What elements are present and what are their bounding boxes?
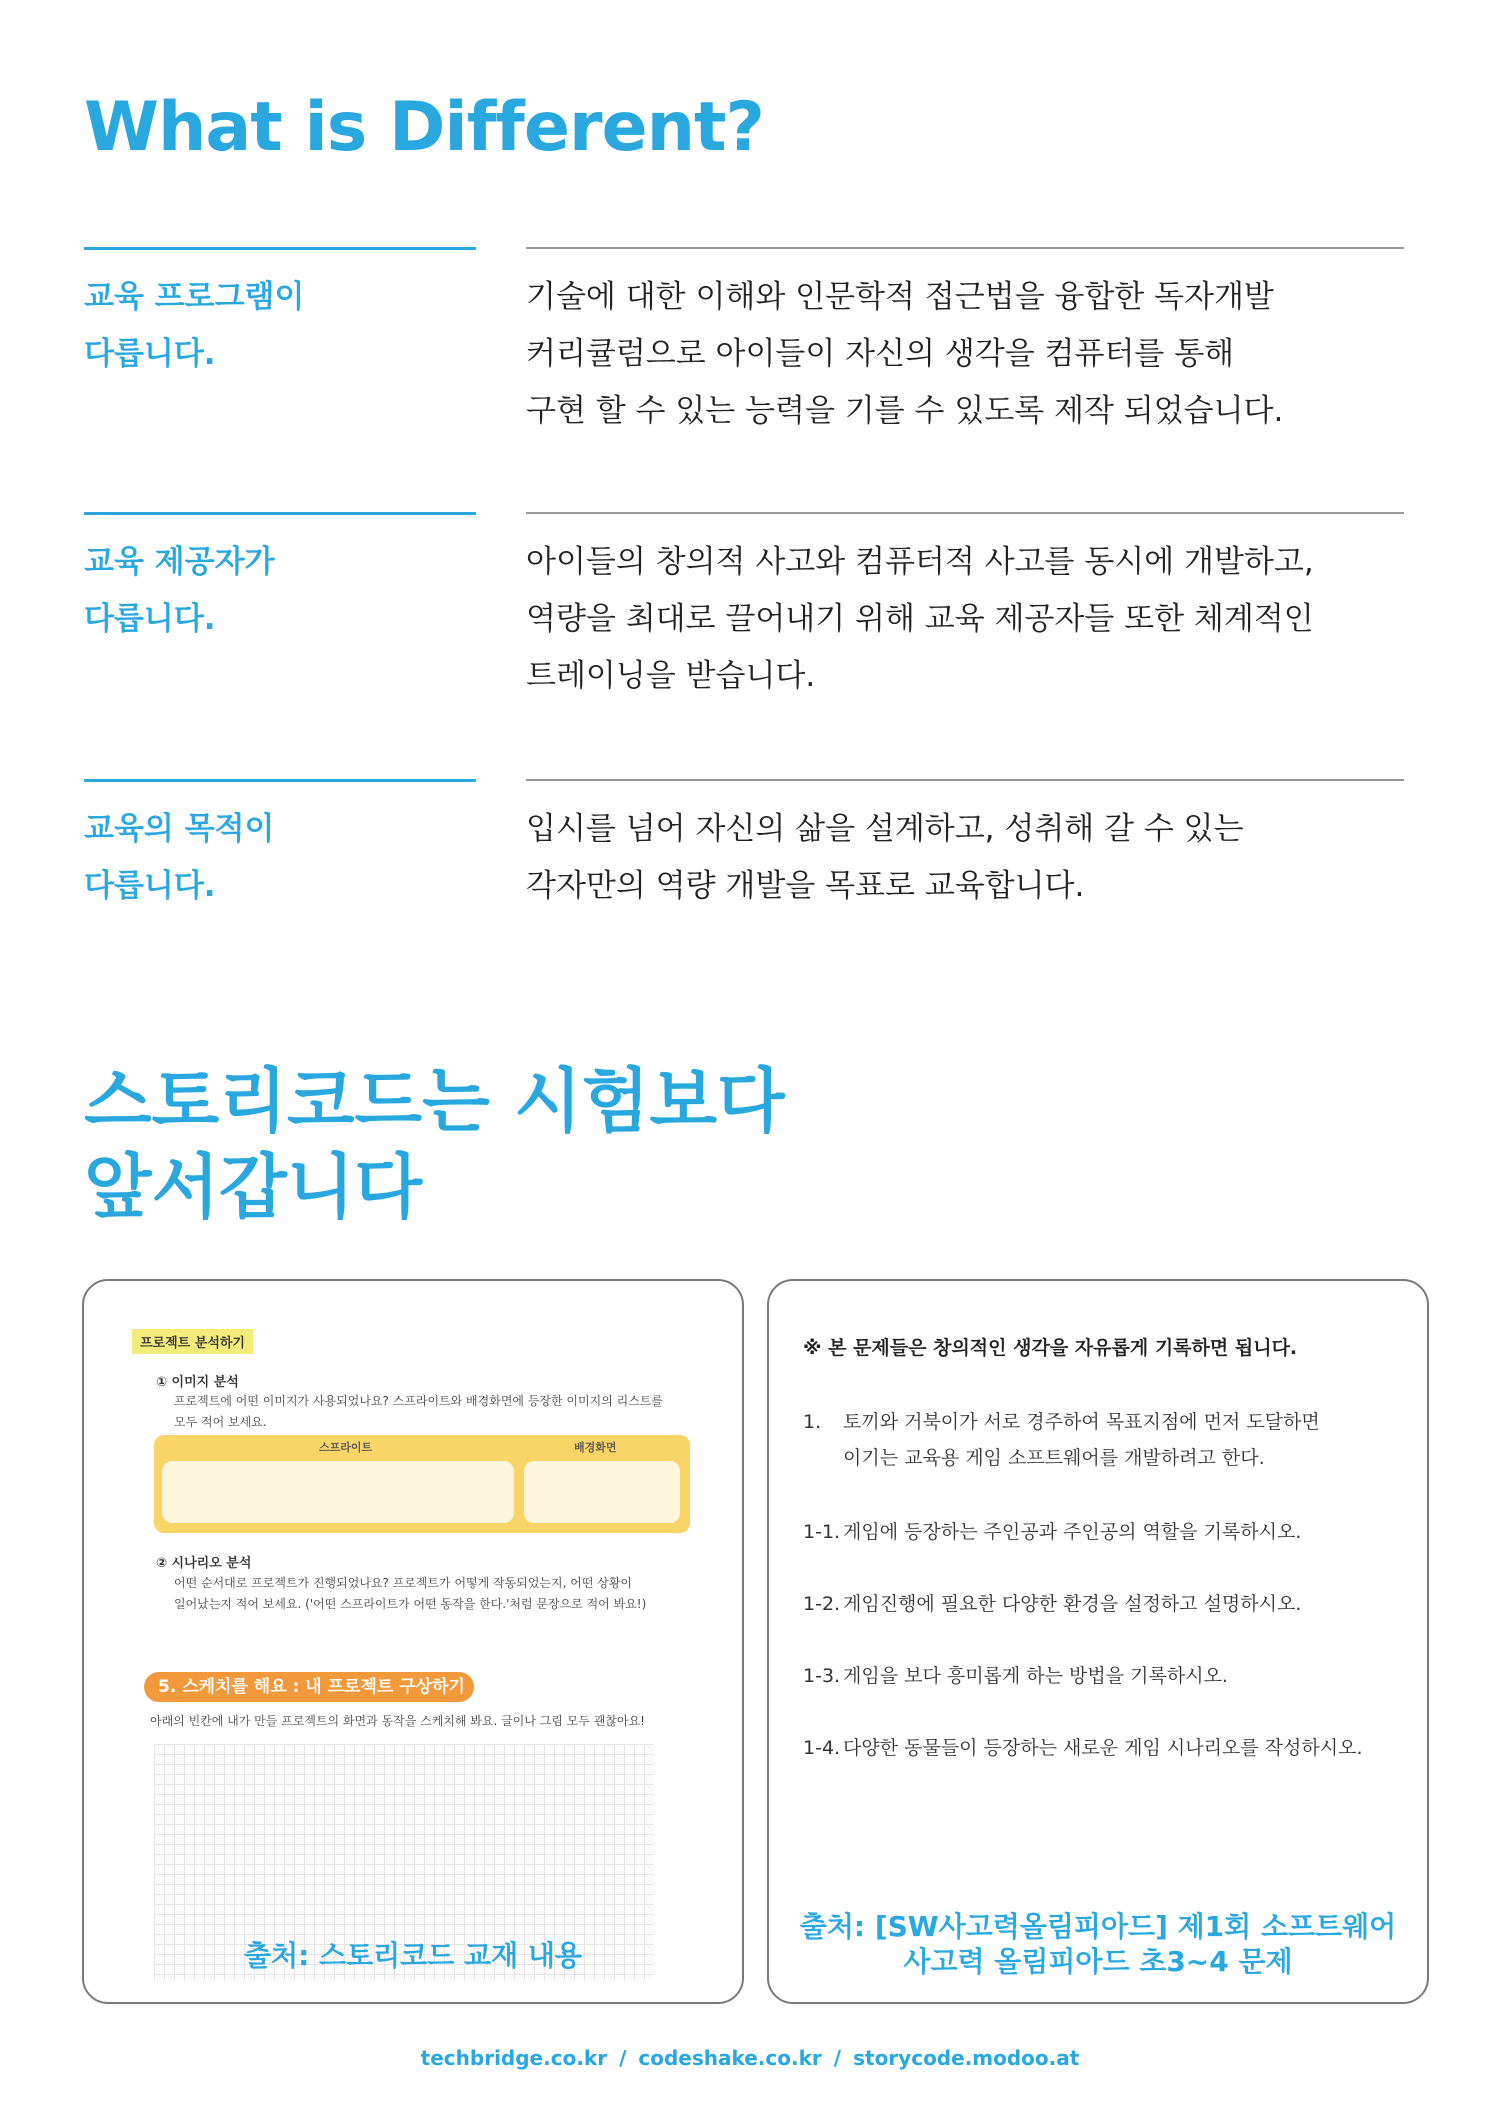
row-heading [84, 801, 484, 915]
question-number: 1. [803, 1411, 822, 1433]
row-description-line: 아이들의 창의적 사고와 컴퓨터적 사고를 동시에 개발하고, [526, 544, 1314, 580]
question-text: 게임에 등장하는 주인공과 주인공의 역할을 기록하시오. [843, 1521, 1302, 1543]
question-text: 게임을 보다 흥미롭게 하는 방법을 기록하시오. [843, 1665, 1228, 1687]
row-heading [84, 269, 484, 383]
footer-separator: / [833, 2046, 842, 2070]
question-number: 1-1. [803, 1521, 841, 1543]
row-description [526, 801, 1406, 915]
row-heading-line: 교육 제공자가 [84, 544, 275, 580]
source-line: 사고력 올림피아드 초3~4 문제 [903, 1945, 1293, 1978]
worksheet-tag: 프로젝트 분석하기 [132, 1329, 253, 1354]
sketch-badge: 5. 스케치를 해요 : 내 프로젝트 구상하기 [144, 1672, 474, 1702]
row-description-line: 기술에 대한 이해와 인문학적 접근법을 융합한 독자개발 [526, 279, 1274, 315]
worksheet-text-line: 어떤 순서대로 프로젝트가 진행되었나요? 프로젝트가 어떻게 작동되었는지, 어떤 상황이 [174, 1576, 633, 1590]
column-background: 배경화면 [574, 1441, 617, 1454]
background-input-box [524, 1461, 680, 1523]
footer-separator: / [619, 2046, 627, 2070]
question-line: 토끼와 거북이가 서로 경주하여 목표지점에 먼저 도달하면 [843, 1411, 1320, 1433]
section-title-line: 스토리코드는 시험보다 [84, 1060, 785, 1142]
source-line: 출처: [SW사고력올림피아드] 제1회 소프트웨어 [799, 1910, 1397, 1943]
row-description-line: 입시를 넘어 자신의 삶을 설계하고, 성취해 갈 수 있는 [526, 811, 1244, 847]
gray-divider [526, 779, 1404, 781]
source-caption [769, 1909, 1427, 1979]
row-description [526, 534, 1406, 705]
accent-divider [84, 247, 476, 250]
worksheet-image-table [154, 1435, 690, 1533]
worksheet-text-line: 프로젝트에 어떤 이미지가 사용되었나요? 스프라이트와 배경화면에 등장한 이미지의 리스트를 [174, 1394, 663, 1408]
worksheet-q2-text [174, 1573, 646, 1615]
question-line: 이기는 교육용 게임 소프트웨어를 개발하려고 한다. [843, 1447, 1265, 1469]
worksheet-q1-text [174, 1391, 663, 1433]
worksheet-card [82, 1279, 744, 2004]
footer-link-codeshake[interactable]: codeshake.co.kr [638, 2046, 822, 2070]
row-description-line: 각자만의 역량 개발을 목표로 교육합니다. [526, 868, 1085, 904]
row-description-line: 커리큘럼으로 아이들이 자신의 생각을 컴퓨터를 통해 [526, 336, 1235, 372]
page-title: What is Different? [84, 88, 764, 167]
question-text [843, 1404, 1320, 1476]
row-heading-line: 다릅니다. [84, 868, 216, 904]
question-number: 1-3. [803, 1665, 841, 1687]
worksheet-text-line: 일어났는지 적어 보세요. ('어떤 스프라이트가 어떤 동작을 한다.'처럼 문장으로 적어 봐요!) [174, 1597, 647, 1611]
questions-card [767, 1279, 1429, 2004]
worksheet-text-line: 모두 적어 보세요. [174, 1415, 267, 1429]
row-description-line: 역량을 최대로 끌어내기 위해 교육 제공자들 또한 체계적인 [526, 601, 1314, 637]
sprite-input-box [162, 1461, 514, 1523]
section-title-line: 앞서갑니다 [84, 1146, 423, 1228]
row-heading-line: 다릅니다. [84, 601, 216, 637]
row-heading-line: 교육의 목적이 [84, 811, 275, 847]
source-caption: 출처: 스토리코드 교재 내용 [244, 1939, 582, 1972]
gray-divider [526, 512, 1404, 514]
accent-divider [84, 779, 476, 782]
worksheet-q1-title: ① 이미지 분석 [156, 1375, 239, 1390]
question-number: 1-2. [803, 1593, 841, 1615]
footer-link-techbridge[interactable]: techbridge.co.kr [420, 2046, 608, 2070]
accent-divider [84, 512, 476, 515]
row-description [526, 269, 1406, 440]
gray-divider [526, 247, 1404, 249]
row-heading-line: 다릅니다. [84, 336, 216, 372]
section-title [84, 1058, 785, 1230]
footer-link-storycode[interactable]: storycode.modoo.at [853, 2046, 1080, 2070]
footer-links [0, 2046, 1500, 2070]
column-sprite: 스프라이트 [319, 1441, 373, 1454]
sketch-instructions: 아래의 빈칸에 내가 만들 프로젝트의 화면과 동작을 스케치해 봐요. 글이나 그림 모두 괜찮아요! [150, 1714, 645, 1728]
questions-note: ※ 본 문제들은 창의적인 생각을 자유롭게 기록하면 됩니다. [803, 1337, 1298, 1359]
question-number: 1-4. [803, 1737, 841, 1759]
question-text: 게임진행에 필요한 다양한 환경을 설정하고 설명하시오. [843, 1593, 1302, 1615]
row-heading [84, 534, 484, 648]
question-text: 다양한 동물들이 등장하는 새로운 게임 시나리오를 작성하시오. [843, 1737, 1363, 1759]
row-description-line: 구현 할 수 있는 능력을 기를 수 있도록 제작 되었습니다. [526, 393, 1284, 429]
row-description-line: 트레이닝을 받습니다. [526, 658, 816, 694]
worksheet-q2-title: ② 시나리오 분석 [156, 1556, 252, 1571]
row-heading-line: 교육 프로그램이 [84, 279, 305, 315]
